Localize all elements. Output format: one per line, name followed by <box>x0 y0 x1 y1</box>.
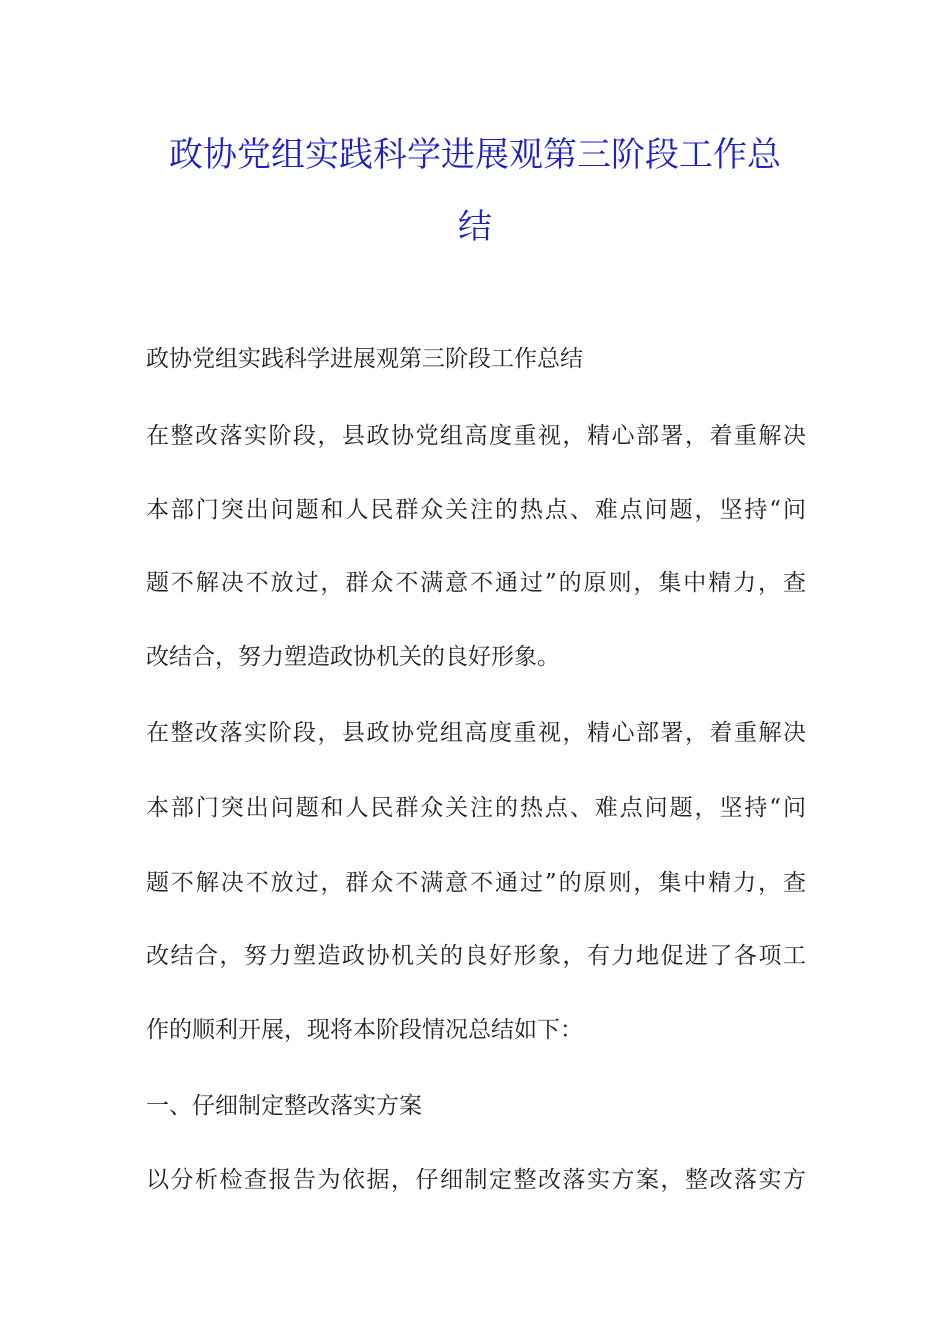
body-line: 题不解决不放过，群众不满意不通过”的原则，集中精力，查 <box>146 570 806 596</box>
body-line: 在整改落实阶段，县政协党组高度重视，精心部署，着重解决 <box>146 720 806 746</box>
body-line: 本部门突出问题和人民群众关注的热点、难点问题，坚持“问 <box>146 795 806 821</box>
section-heading: 一、仔细制定整改落实方案 <box>146 1093 422 1119</box>
body-line: 政协党组实践科学进展观第三阶段工作总结 <box>146 346 583 372</box>
body-line: 改结合，努力塑造政协机关的良好形象。 <box>146 644 560 670</box>
body-line: 在整改落实阶段，县政协党组高度重视，精心部署，着重解决 <box>146 423 806 449</box>
body-line: 题不解决不放过，群众不满意不通过”的原则，集中精力，查 <box>146 870 806 896</box>
body-line: 作的顺利开展，现将本阶段情况总结如下： <box>146 1017 583 1043</box>
body-line: 改结合，努力塑造政协机关的良好形象，有力地促进了各项工 <box>146 943 806 969</box>
document-title-line-1: 政协党组实践科学进展观第三阶段工作总 <box>169 135 781 175</box>
body-line: 本部门突出问题和人民群众关注的热点、难点问题，坚持“问 <box>146 497 806 523</box>
document-title-line-2: 结 <box>458 207 492 247</box>
body-line: 以分析检查报告为依据，仔细制定整改落实方案，整改落实方 <box>146 1167 806 1193</box>
